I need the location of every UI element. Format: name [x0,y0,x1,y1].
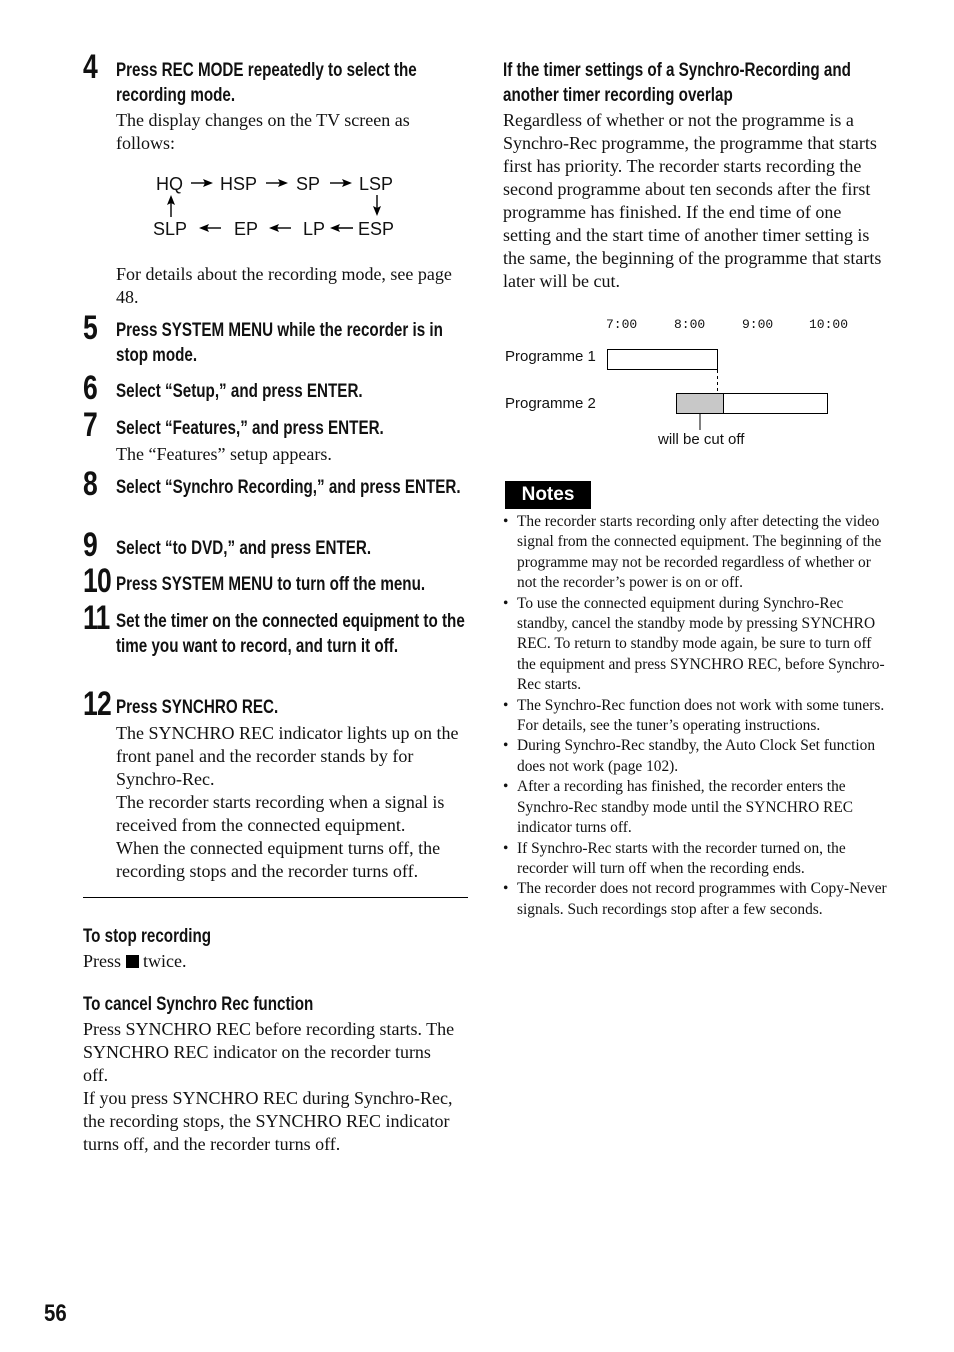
time-label: 9:00 [742,317,774,332]
mode-arrows [150,170,410,240]
section-text [83,950,468,973]
section-divider [83,897,468,898]
mode-lp: LP [303,219,326,239]
step-description: The SYNCHRO REC indicator lights up on the front panel and the recorder stands by for Synchro-Rec. The recorder starts recording when a signal is received from the connected equipment. When the connected equipment turns off, the recording stops and the recorder turns off. [116,723,459,881]
step-title: Select “Features,” and press ENTER. [116,418,384,439]
list-item: • If Synchro-Rec starts with the recorder turned on, the recorder will turn off when the recording ends. [503,839,888,880]
twice-text: twice. [143,951,187,971]
step-number: 4 [83,48,97,86]
mode-hsp: HSP [220,174,258,194]
step-number: 12 [83,685,111,723]
step-title: Press SYSTEM MENU while the recorder is in stop mode. [116,320,443,366]
timeline-bars [600,340,840,435]
step-4-detail: For details about the recording mode, see page 48. [116,264,452,307]
step-title: Select “to DVD,” and press ENTER. [116,538,372,559]
step-number: 7 [83,406,97,444]
time-label: 10:00 [809,317,849,332]
step-title: Press SYNCHRO REC. [116,697,279,718]
mode-sp: SP [296,174,321,194]
list-item: • The recorder does not record programmes with Copy-Never signals. Such recordings stop after a few seconds. [503,879,888,920]
cut-off-label: will be cut off [658,431,745,448]
mode-ep: EP [234,219,259,239]
list-item: • The recorder starts recording only after detecting the video signal from the connected equipment. The beginning of the programme may not be recorded regardless of whether or not the recorder’s power is on or off. [503,512,888,594]
notes-list [503,512,888,920]
section-text: Press SYNCHRO REC before recording starts. The SYNCHRO REC indicator on the recorder turns off. If you press SYNCHRO REC during Synchro-Rec, the recording stops, the SYNCHRO REC indicator turns off, and the recorder turns off. [83,1019,455,1154]
programme-2-bar [724,394,828,414]
step-number: 9 [83,526,97,564]
step-title: Select “Synchro Recording,” and press ENTER. [116,477,461,498]
step-number: 6 [83,369,97,407]
time-label: 8:00 [674,317,706,332]
programme-1-bar [608,350,718,370]
cut-off-segment [677,394,724,414]
list-item: • To use the connected equipment during Synchro-Rec standby, cancel the standby mode by pressing SYNCHRO REC. To return to standby mode again, be sure to turn off the equipment and press SYNCHRO REC, before Synchro-Rec starts. [503,594,888,696]
press-text: Press [83,951,122,971]
stop-icon [126,955,139,968]
mode-esp: ESP [358,219,395,239]
mode-lsp: LSP [359,174,394,194]
list-item: • After a recording has finished, the recorder enters the Synchro-Rec standby mode until the SYNCHRO REC indicator turns off. [503,777,888,838]
programme-2-label: Programme 2 [505,395,596,412]
step-title: Press SYSTEM MENU to turn off the menu. [116,574,426,595]
mode-slp: SLP [153,219,188,239]
section-text: Regardless of whether or not the programme is a Synchro-Rec programme, the programme that starts first has priority. The recorder starts recording the second programme about ten seconds after the first programme has finished. If the end time of one setting and the start time of another timer setting is the same, the beginning of the programme that starts later will be cut. [503,110,882,291]
step-title: Set the timer on the connected equipment to the time you want to record, and turn it off. [116,611,465,657]
step-number: 11 [83,599,110,637]
programme-1-label: Programme 1 [505,348,596,365]
list-item: • During Synchro-Rec standby, the Auto Clock Set function does not work (page 102). [503,736,888,777]
mode-hq: HQ [156,174,183,194]
step-number: 8 [83,465,97,503]
step-number: 10 [83,562,111,600]
step-description: The display changes on the TV screen as follows: [116,110,410,153]
notes-badge: Notes [505,481,591,509]
section-heading: To stop recording [83,926,212,947]
section-heading: If the timer settings of a Synchro-Recording and another timer recording overlap [503,60,851,106]
list-item: • The Synchro-Rec function does not work with some tuners. For details, see the tuner’s operating instructions. [503,696,888,737]
time-label: 7:00 [606,317,638,332]
step-title: Select “Setup,” and press ENTER. [116,381,363,402]
step-title: Press REC MODE repeatedly to select the recording mode. [116,60,417,106]
step-description: The “Features” setup appears. [116,444,332,464]
page-number: 56 [44,1300,67,1327]
step-number: 5 [83,309,97,347]
section-heading: To cancel Synchro Rec function [83,994,314,1015]
